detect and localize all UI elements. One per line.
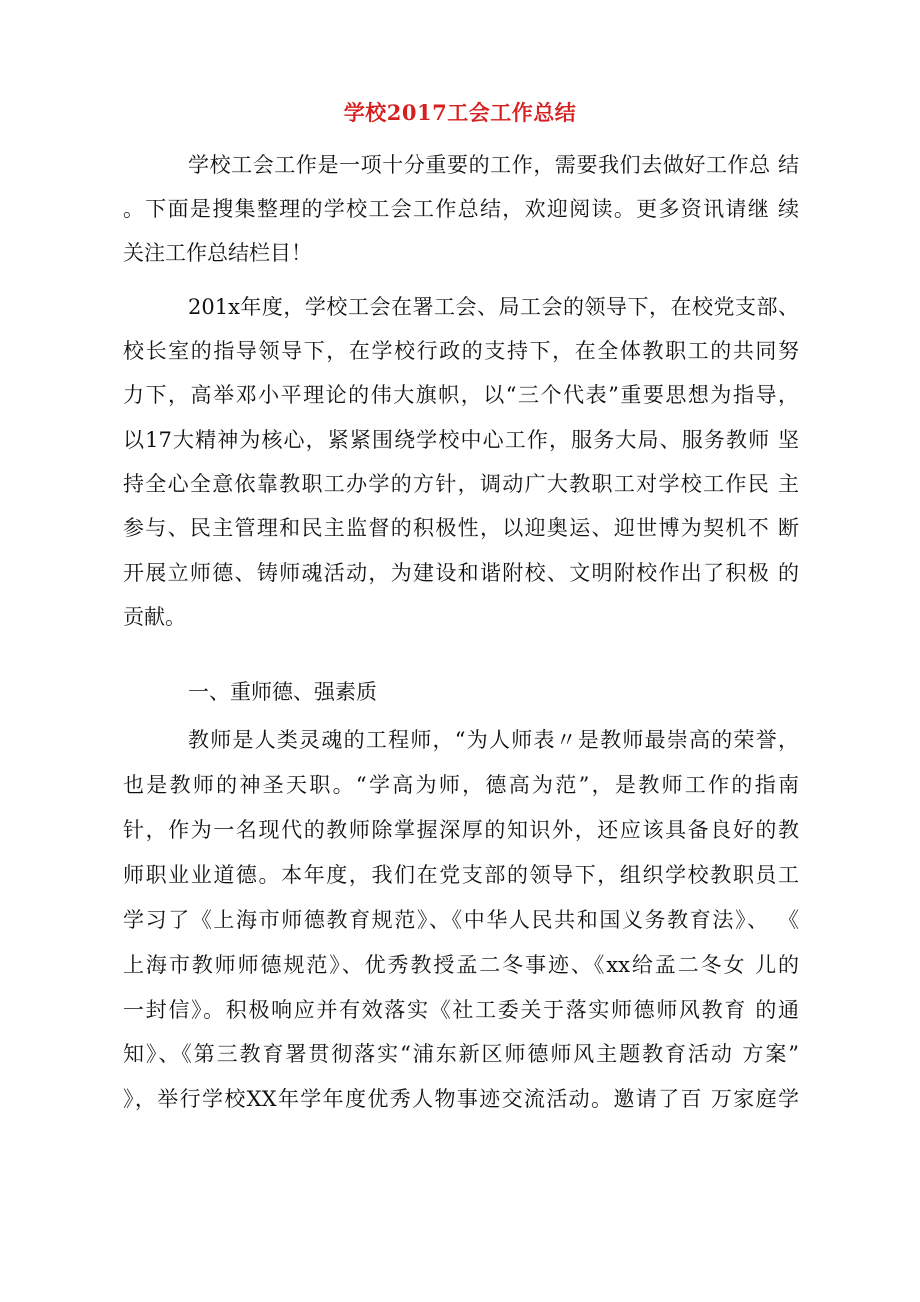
paragraph-line: 关注工作总结栏目！: [123, 241, 312, 265]
paragraph-line: 教师是人类灵魂的工程师，“为人师表〃是教师最崇高的荣誉，: [188, 728, 799, 752]
paragraph-line: 上海市教师师德规范》、优秀教授孟二冬事迹、《xx给孟二冬女 儿的: [123, 953, 799, 977]
paragraph-line: 力下，高举邓小平理论的伟大旗帜，以“三个代表”重要思想为指导，: [123, 383, 799, 407]
paragraph-line: 师职业业道德。本年度，我们在党支部的领导下，组织学校教职员工: [123, 863, 799, 887]
paragraph-line: 学习了《上海市师德教育规范》、《中华人民共和国义务教育法》、 《: [123, 908, 799, 932]
paragraph-line: 贡献。: [123, 605, 186, 629]
paragraph-line: 开展立师德、铸师魂活动，为建设和谐附校、文明附校作出了积极 的: [123, 561, 799, 585]
paragraph-line: 学校工会工作是一项十分重要的工作，需要我们去做好工作总 结: [188, 153, 799, 177]
paragraph-line: 校长室的指导领导下，在学校行政的支持下，在全体教职工的共同努: [123, 339, 799, 363]
paragraph-line: 持全心全意依靠教职工办学的方针，调动广大教职工对学校工作民 主: [123, 472, 799, 496]
section-heading: 一、重师德、强素质: [188, 680, 377, 704]
paragraph-line: 。下面是搜集整理的学校工会工作总结，欢迎阅读。更多资讯请继 续: [123, 197, 799, 221]
paragraph-line: 一封信》。积极响应并有效落实《社工委关于落实师德师风教育 的通: [123, 998, 799, 1022]
paragraph-line: 参与、民主管理和民主监督的积极性，以迎奥运、迎世博为契机不 断: [123, 516, 799, 540]
document-title: 学校2017工会工作总结: [343, 100, 577, 125]
paragraph-line: 针，作为一名现代的教师除掌握深厚的知识外，还应该具备良好的教: [123, 818, 799, 842]
paragraph-line: 知》、《第三教育署贯彻落实“浦东新区师德师风主题教育活动 方案”: [123, 1042, 799, 1066]
paragraph-line: 》，举行学校XX年学年度优秀人物事迹交流活动。邀请了百 万家庭学: [123, 1087, 799, 1111]
paragraph-line: 201x年度，学校工会在署工会、局工会的领导下，在校党支部、: [188, 295, 799, 319]
paragraph-line: 以17大精神为核心，紧紧围绕学校中心工作，服务大局、服务教师 坚: [123, 428, 799, 452]
paragraph-line: 也是教师的神圣天职。“学高为师，德高为范”，是教师工作的指南: [123, 773, 799, 797]
